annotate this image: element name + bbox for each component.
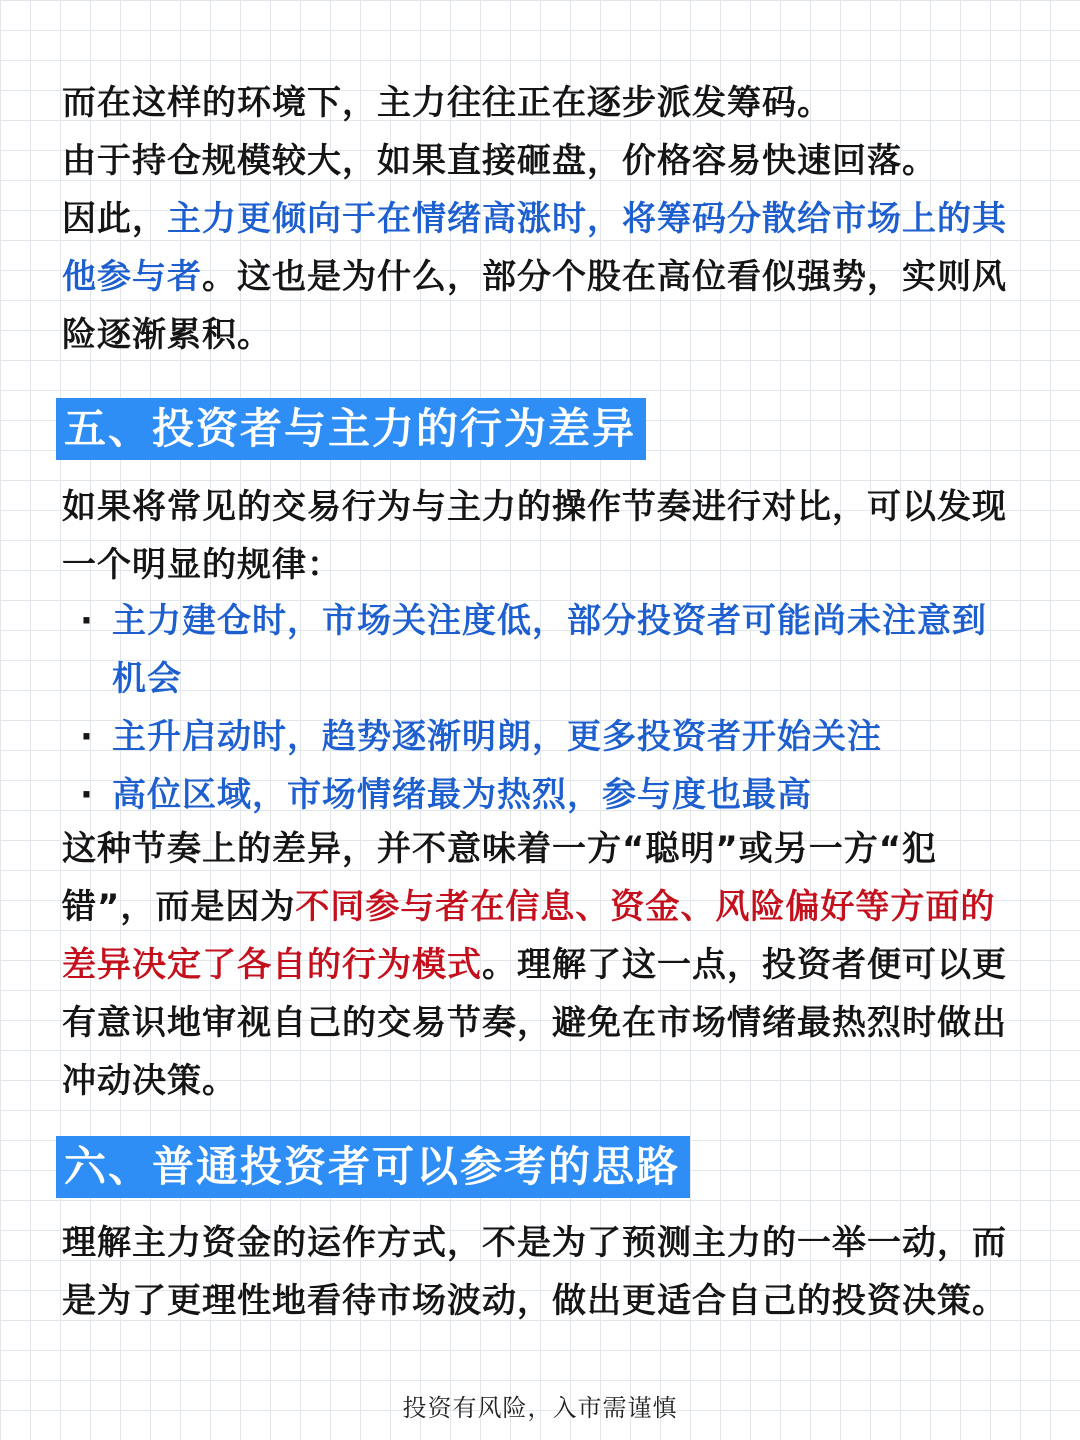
- paragraph-distribution: [62, 74, 1022, 364]
- highlight-blue-text: 主力更倾向于在情绪高涨时，将筹码分散给市场上的其他参与者: [62, 199, 1007, 297]
- section5-intro: 如果将常见的交易行为与主力的操作节奏进行对比，可以发现一个明显的规律：: [62, 487, 1007, 585]
- outro-prefix: 这种节奏上的差异，并不意味着一方“聪明”或另一方“犯错”，而是因为: [62, 829, 938, 927]
- paragraph-line: 而在这样的环境下，主力往往正在逐步派发筹码。: [62, 83, 832, 123]
- paragraph-line: 由于持仓规模较大，如果直接砸盘，价格容易快速回落。: [62, 141, 937, 181]
- bullet-dot-icon: ·: [80, 775, 94, 815]
- bullet-text: 主力建仓时，市场关注度低，部分投资者可能尚未注意到机会: [112, 601, 987, 699]
- risk-disclaimer: 投资有风险，入市需谨慎: [402, 1394, 678, 1422]
- list-item: [80, 708, 1020, 766]
- list-item: [80, 766, 1020, 824]
- paragraph-mixed: [62, 190, 1022, 364]
- highlight-red-text: 不同参与者在信息、资金、风险偏好等方面的差异决定了各自的行为模式: [62, 887, 996, 985]
- section-heading-5: 五、投资者与主力的行为差异: [56, 398, 646, 460]
- list-item: [80, 592, 1020, 708]
- bullet-dot-icon: ·: [80, 717, 94, 757]
- section6-body: 理解主力资金的运作方式，不是为了预测主力的一举一动，而是为了更理性地看待市场波动，做出更适合自己的投资决策。: [62, 1223, 1007, 1321]
- bullet-text: 主升启动时，趋势逐渐明朗，更多投资者开始关注: [112, 717, 882, 757]
- outro-suffix: 。理解了这一点，投资者便可以更有意识地审视自己的交易节奏，避免在市场情绪最热烈时做出冲动决策。: [62, 945, 1007, 1101]
- bullet-text: 高位区域，市场情绪最为热烈，参与度也最高: [112, 775, 812, 815]
- bullet-dot-icon: ·: [80, 601, 94, 641]
- paragraph-suffix: 。这也是为什么，部分个股在高位看似强势，实则风险逐渐累积。: [62, 257, 1007, 355]
- section-heading-6: 六、普通投资者可以参考的思路: [56, 1136, 690, 1198]
- section5-outro: [62, 820, 1022, 1110]
- paragraph-prefix: 因此，: [62, 199, 167, 239]
- bullet-list: [80, 592, 1020, 824]
